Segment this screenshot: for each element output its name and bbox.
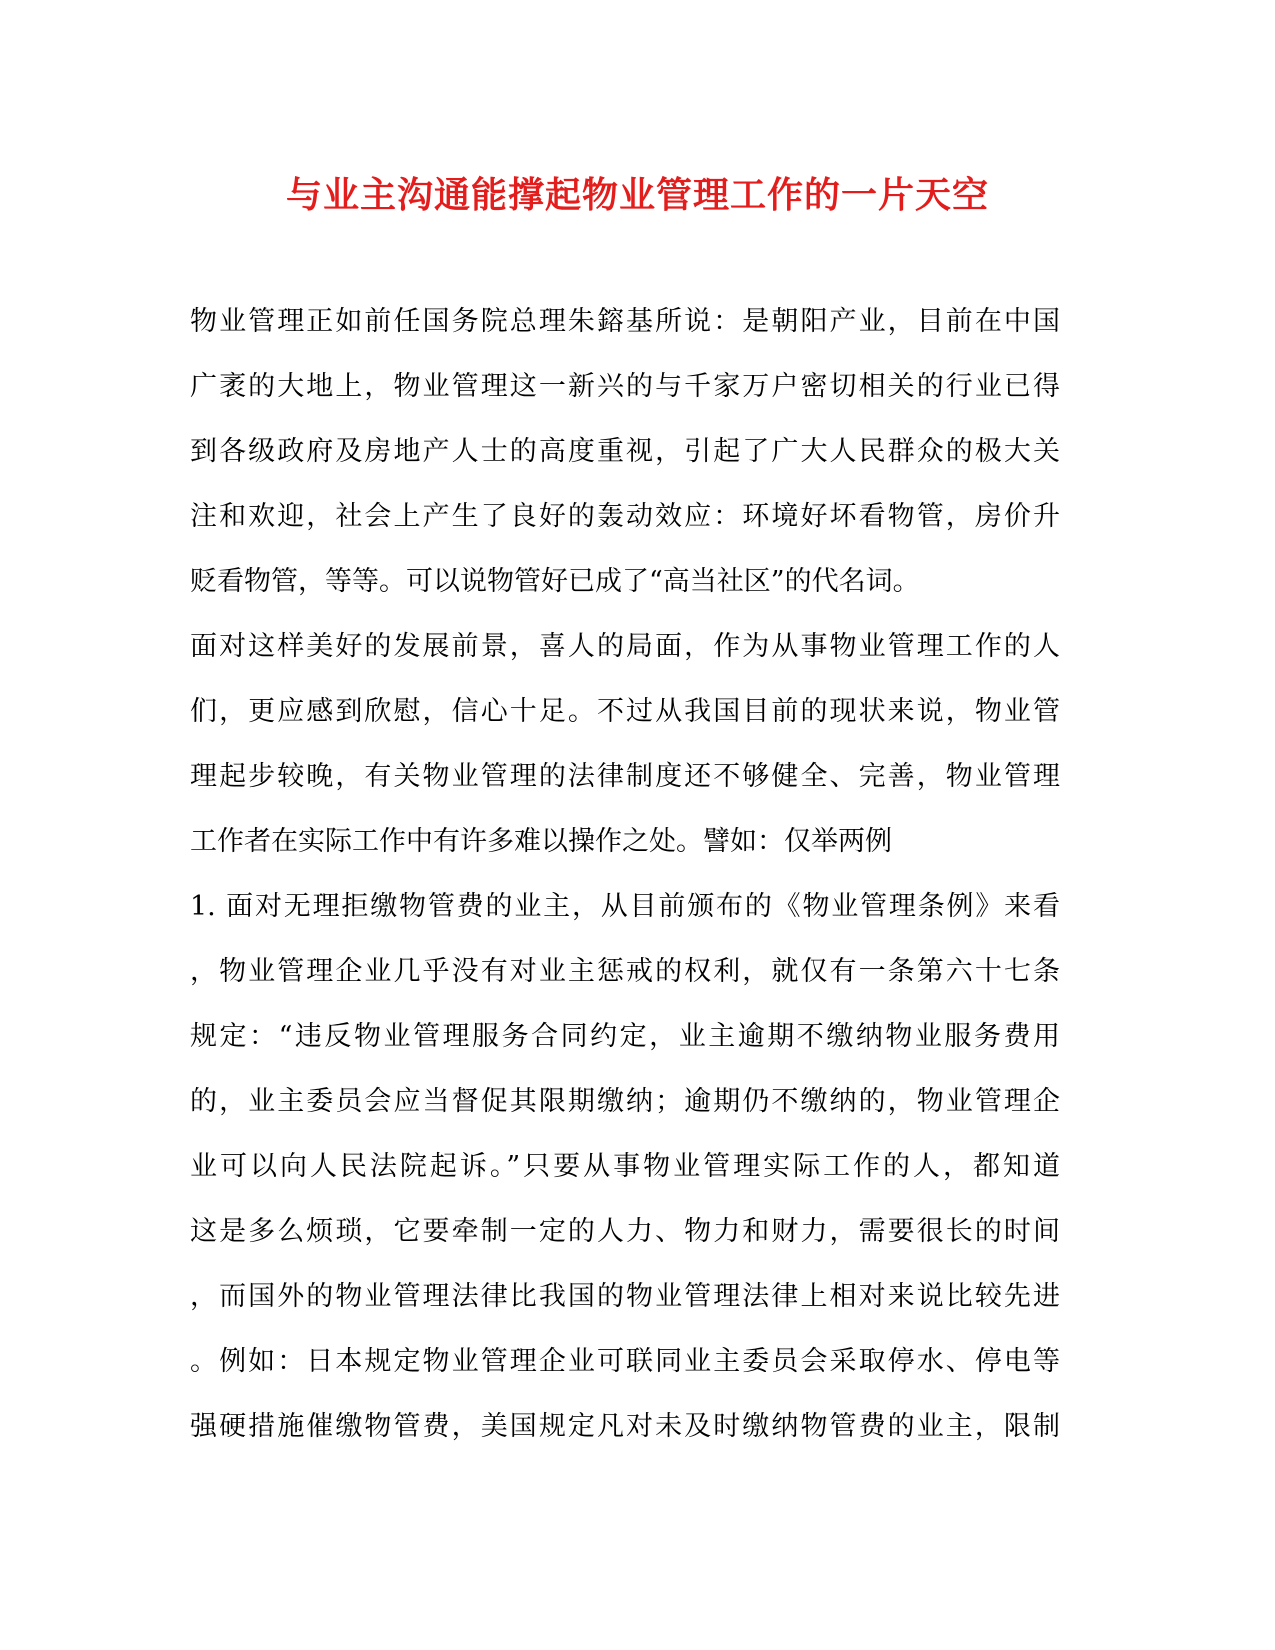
body-line: ，而国外的物业管理法律比我国的物业管理法律上相对来说比较先进 <box>190 1281 1060 1312</box>
body-line: 面对这样美好的发展前景，喜人的局面，作为从事物业管理工作的人 <box>190 631 1060 662</box>
document-body <box>190 289 1060 1459</box>
body-line: 广袤的大地上，物业管理这一新兴的与千家万户密切相关的行业已得 <box>190 371 1060 402</box>
body-line: 到各级政府及房地产人士的高度重视，引起了广大人民群众的极大关 <box>190 436 1060 467</box>
body-line: 规定：“违反物业管理服务合同约定，业主逾期不缴纳物业服务费用 <box>190 1021 1060 1052</box>
body-line: 这是多么烦琐，它要牵制一定的人力、物力和财力，需要很长的时间 <box>190 1216 1060 1247</box>
body-line: 注和欢迎，社会上产生了良好的轰动效应：环境好坏看物管，房价升 <box>190 501 1060 532</box>
body-line: 们，更应感到欣慰，信心十足。不过从我国目前的现状来说，物业管 <box>190 696 1060 727</box>
body-line: 1. 面对无理拒缴物管费的业主，从目前颁布的《物业管理条例》来看 <box>190 891 1060 922</box>
body-line: ，物业管理企业几乎没有对业主惩戒的权利，就仅有一条第六十七条 <box>190 956 1060 987</box>
body-line: 业可以向人民法院起诉。”只要从事物业管理实际工作的人，都知道 <box>190 1151 1060 1182</box>
body-line: 物业管理正如前任国务院总理朱鎔基所说：是朝阳产业，目前在中国 <box>190 306 1060 337</box>
body-line: 理起步较晚，有关物业管理的法律制度还不够健全、完善，物业管理 <box>190 761 1060 792</box>
body-line: 的，业主委员会应当督促其限期缴纳；逾期仍不缴纳的，物业管理企 <box>190 1086 1060 1117</box>
body-line: 贬看物管，等等。可以说物管好已成了“高当社区”的代名词。 <box>190 566 920 597</box>
body-line: 强硬措施催缴物管费，美国规定凡对未及时缴纳物管费的业主，限制 <box>190 1411 1060 1442</box>
body-line: 。例如：日本规定物业管理企业可联同业主委员会采取停水、停电等 <box>190 1346 1060 1377</box>
body-line: 工作者在实际工作中有许多难以操作之处。譬如：仅举两例 <box>190 826 892 857</box>
document-title: 与业主沟通能撑起物业管理工作的一片天空 <box>285 174 989 216</box>
